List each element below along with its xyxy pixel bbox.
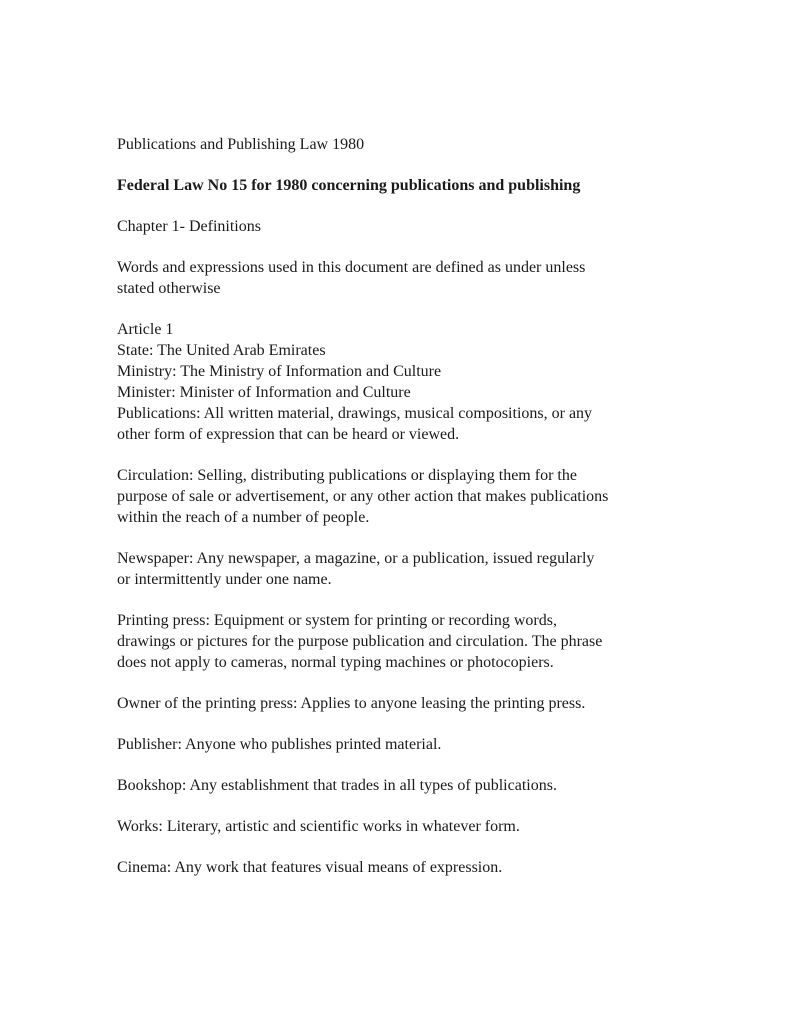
newspaper-line: Newspaper: Any newspaper, a magazine, or a publication, issued regularly (117, 550, 595, 567)
law-heading: Federal Law No 15 for 1980 concerning publications and publishing (117, 177, 581, 194)
definition-circulation (117, 465, 717, 528)
chapter-heading: Chapter 1- Definitions (117, 218, 261, 235)
circulation-line: within the reach of a number of people. (117, 509, 370, 526)
printing-press-line: Printing press: Equipment or system for printing or recording words, (117, 612, 557, 629)
intro-line: Words and expressions used in this document are defined as under unless (117, 259, 586, 276)
document-title: Publications and Publishing Law 1980 (117, 136, 365, 153)
newspaper-line: or intermittently under one name. (117, 571, 332, 588)
definition-owner: Owner of the printing press: Applies to anyone leasing the printing press. (117, 695, 586, 712)
definition-newspaper (117, 548, 717, 590)
definition-publications: Publications: All written material, drawings, musical compositions, or any (117, 405, 593, 422)
definition-works: Works: Literary, artistic and scientific works in whatever form. (117, 818, 520, 835)
definition-bookshop: Bookshop: Any establishment that trades in all types of publications. (117, 777, 557, 794)
intro-line: stated otherwise (117, 280, 221, 297)
intro-paragraph (117, 257, 717, 299)
article-1-block (117, 319, 717, 445)
printing-press-line: does not apply to cameras, normal typing machines or photocopiers. (117, 654, 554, 671)
definition-publications: other form of expression that can be heard or viewed. (117, 426, 460, 443)
article-number: Article 1 (117, 321, 174, 338)
definition-state: State: The United Arab Emirates (117, 342, 326, 359)
definition-minister: Minister: Minister of Information and Culture (117, 384, 411, 401)
definition-ministry: Ministry: The Ministry of Information and Culture (117, 363, 442, 380)
definition-printing-press (117, 610, 717, 673)
definition-cinema: Cinema: Any work that features visual means of expression. (117, 859, 503, 876)
definition-publisher: Publisher: Anyone who publishes printed material. (117, 736, 442, 753)
circulation-line: Circulation: Selling, distributing publications or displaying them for the (117, 467, 577, 484)
circulation-line: purpose of sale or advertisement, or any other action that makes publications (117, 488, 609, 505)
printing-press-line: drawings or pictures for the purpose publication and circulation. The phrase (117, 633, 603, 650)
document-body (117, 134, 717, 898)
